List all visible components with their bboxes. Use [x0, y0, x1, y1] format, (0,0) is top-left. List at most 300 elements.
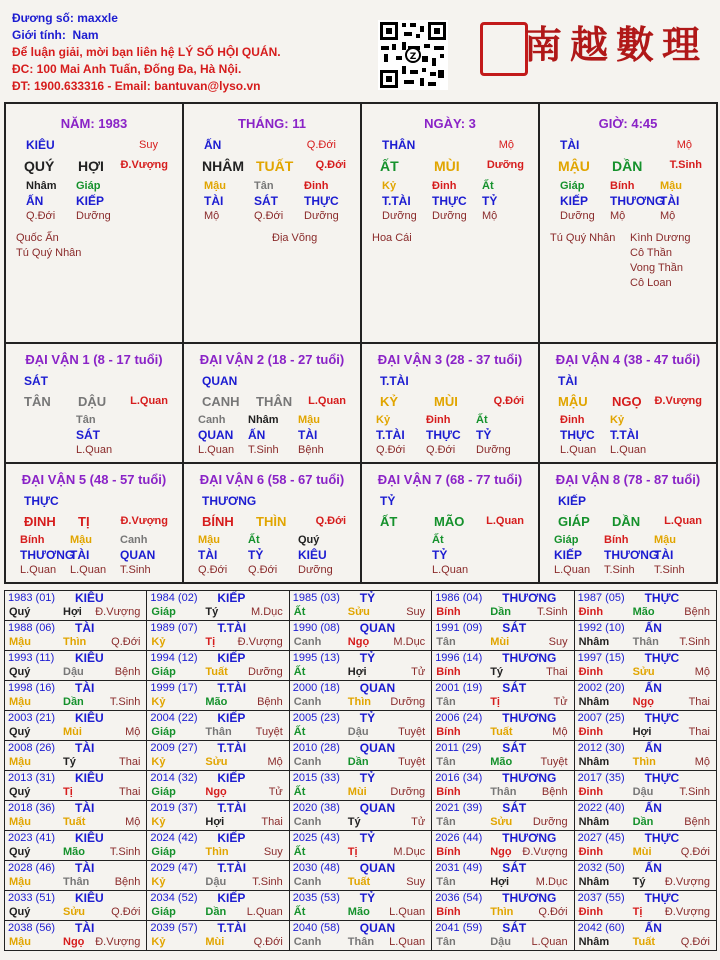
dv-hidden-stem: Quý: [298, 534, 320, 546]
year-branch: Hợi: [632, 726, 652, 738]
dai-van-title: ĐẠI VẬN 8 (78 - 87 tuổi): [555, 472, 701, 487]
year-god: KIÊU: [75, 651, 104, 665]
dv-hidden-stem: Nhâm: [248, 414, 279, 426]
year-label: 2042 (60): [577, 922, 625, 934]
star-item: Kình Dương: [630, 232, 691, 244]
year-branch: Mão: [205, 696, 228, 708]
year-label: 2007 (25): [577, 712, 625, 724]
dv-state: L.Quan: [130, 395, 168, 407]
hidden-god: SÁT: [254, 194, 278, 208]
year-god: KIÊU: [75, 711, 104, 725]
year-god: ẤN: [644, 741, 662, 755]
year-label: 1999 (17): [150, 682, 198, 694]
dv-hidden-state: Dưỡng: [476, 444, 511, 456]
dai-van-cell: [538, 462, 718, 584]
year-state: Tử: [553, 696, 568, 708]
year-stem: Canh: [293, 876, 322, 888]
dv-hidden-stem: Ất: [432, 534, 444, 546]
year-branch: Thân: [490, 786, 517, 798]
dai-van-title: ĐẠI VẬN 3 (28 - 37 tuổi): [377, 352, 523, 367]
year-stem: Canh: [293, 756, 322, 768]
year-label: 2015 (33): [292, 772, 340, 784]
year-branch: Thìn: [63, 636, 87, 648]
year-branch: Thìn: [205, 846, 229, 858]
year-branch: Sửu: [347, 606, 370, 618]
year-branch: Tị: [632, 906, 643, 918]
year-cell: [431, 650, 574, 681]
branch: MÙI: [434, 158, 460, 174]
state: Q.Đới: [315, 159, 346, 171]
owner-label: Đương số:: [12, 11, 74, 25]
year-cell: [574, 920, 717, 951]
year-god: QUAN: [359, 861, 396, 875]
year-label: 2011 (29): [435, 742, 482, 754]
year-state: Suy: [406, 606, 426, 618]
year-label: 2029 (47): [150, 862, 198, 874]
year-state: Q.Đới: [680, 936, 710, 948]
year-state: Tuyệt: [540, 756, 568, 768]
hidden-stem: Mậu: [204, 180, 226, 192]
year-branch: Thân: [347, 936, 375, 948]
year-label: 2019 (37): [150, 802, 198, 814]
year-branch: Dần: [632, 816, 654, 828]
dv-hidden-god: SÁT: [76, 428, 100, 442]
dv-state: L.Quan: [486, 515, 524, 527]
year-god: TÀI: [75, 741, 95, 755]
yearly-table: [4, 590, 716, 958]
year-cell: [574, 890, 717, 921]
stem: MẬU: [558, 158, 590, 174]
star-item: Cô Thần: [630, 247, 672, 259]
year-stem: Nhâm: [578, 696, 610, 708]
star-item: Địa Võng: [272, 232, 318, 244]
year-label: 2004 (22): [150, 712, 198, 724]
year-god: THƯƠNG: [502, 711, 557, 725]
year-branch: Mão: [632, 606, 655, 618]
dai-van-cell: [360, 462, 540, 584]
year-branch: Ngọ: [63, 936, 85, 948]
year-branch: Hợi: [63, 606, 82, 618]
year-branch: Tý: [347, 816, 361, 828]
year-god: TỶ: [359, 831, 376, 845]
year-branch: Tý: [490, 666, 504, 678]
year-stem: Bính: [436, 846, 461, 858]
year-god: TÀI: [75, 921, 95, 935]
year-god: KIẾP: [217, 591, 246, 605]
dv-hidden-stem: Kỷ: [610, 414, 625, 426]
year-branch: Hợi: [347, 666, 367, 678]
dv-hidden-state: L.Quan: [20, 564, 57, 576]
year-god: THỰC: [644, 591, 680, 605]
gender-label: Giới tính:: [12, 28, 66, 42]
dv-hidden-god: TỶ: [248, 548, 264, 562]
year-cell: [574, 860, 717, 891]
year-branch: Dần: [205, 906, 227, 918]
hidden-stem: Bính: [610, 180, 635, 192]
year-god: TÀI: [75, 801, 95, 815]
year-branch: Tị: [205, 636, 216, 648]
year-cell: [4, 650, 147, 681]
year-label: 2012 (30): [577, 742, 625, 754]
year-cell: [4, 620, 147, 651]
year-cell: [289, 740, 432, 771]
year-cell: [146, 800, 289, 831]
year-label: 1996 (14): [435, 652, 483, 664]
year-god: THƯƠNG: [502, 771, 557, 785]
year-state: L.Quan: [389, 936, 426, 948]
dv-stem: ẤT: [380, 514, 398, 529]
year-state: Mộ: [694, 666, 710, 678]
year-label: 2005 (23): [292, 712, 340, 724]
hidden-god: THƯƠNG: [610, 194, 665, 208]
year-label: 2026 (44): [435, 832, 483, 844]
year-branch: Thìn: [490, 906, 514, 918]
year-god: SÁT: [502, 921, 527, 935]
year-label: 2009 (27): [150, 742, 198, 754]
dv-hidden-god: T.TÀI: [610, 428, 639, 442]
dv-state: Đ.Vượng: [120, 515, 168, 527]
year-god: KIẾP: [217, 771, 246, 785]
year-branch: Hợi: [205, 816, 225, 828]
year-god: TÀI: [75, 621, 95, 635]
year-branch: Dậu: [63, 666, 84, 678]
year-cell: [431, 860, 574, 891]
year-label: 2020 (38): [292, 802, 340, 814]
year-cell: [289, 770, 432, 801]
year-branch: Mùi: [632, 846, 652, 858]
year-god: T.TÀI: [217, 921, 247, 935]
year-state: Suy: [406, 876, 426, 888]
year-cell: [574, 830, 717, 861]
dv-god: SÁT: [24, 374, 48, 388]
year-branch: Sửu: [490, 816, 513, 828]
star-item: Vong Thần: [630, 262, 684, 274]
year-branch: Mão: [490, 756, 513, 768]
dv-hidden-stem: Ất: [248, 534, 260, 546]
year-state: Bệnh: [684, 816, 710, 828]
year-state: Tuyệt: [398, 756, 426, 768]
year-stem: Bính: [436, 606, 461, 618]
year-label: 2016 (34): [435, 772, 483, 784]
year-branch: Mùi: [205, 936, 225, 948]
dv-god: THỰC: [24, 494, 59, 508]
year-cell: [289, 680, 432, 711]
year-branch: Tuất: [490, 726, 513, 738]
hidden-stem: Mậu: [660, 180, 682, 192]
year-stem: Kỷ: [151, 816, 166, 828]
year-label: 2002 (20): [577, 682, 625, 694]
dai-van-cell: [182, 342, 362, 464]
year-god: THƯƠNG: [502, 651, 557, 665]
year-state: L.Quan: [246, 906, 283, 918]
year-cell: [4, 800, 147, 831]
year-stem: Ất: [293, 846, 306, 858]
dv-stem: MẬU: [558, 394, 588, 409]
dv-hidden-stem: Mậu: [654, 534, 676, 546]
year-label: 2030 (48): [292, 862, 340, 874]
year-state: Tuyệt: [398, 726, 426, 738]
year-branch: Tị: [490, 696, 500, 708]
year-god: T.TÀI: [217, 621, 247, 635]
year-stem: Quý: [9, 786, 31, 798]
dv-branch: NGỌ: [612, 394, 642, 409]
hidden-god: TỶ: [482, 194, 498, 208]
chart-grid: [4, 102, 716, 582]
year-cell: [431, 680, 574, 711]
pillar-title: GIỜ: 4:45: [598, 116, 658, 131]
dv-hidden-state: L.Quan: [432, 564, 469, 576]
dv-hidden-god: TỶ: [432, 548, 448, 562]
year-label: 1997 (15): [577, 652, 625, 664]
year-state: Dưỡng: [390, 786, 426, 798]
year-cell: [431, 710, 574, 741]
year-god: QUAN: [359, 621, 396, 635]
year-cell: [146, 830, 289, 861]
branch: TUẤT: [256, 158, 294, 174]
dv-hidden-stem: Tân: [76, 414, 96, 426]
year-label: 2022 (40): [577, 802, 625, 814]
year-branch: Thân: [632, 636, 659, 648]
dv-branch: MÃO: [434, 514, 465, 529]
contact-line-2: ĐC: 100 Mai Anh Tuấn, Đống Đa, Hà Nội.: [12, 62, 242, 76]
year-branch: Dần: [347, 756, 369, 768]
year-stem: Canh: [293, 816, 322, 828]
year-state: Đ.Vượng: [237, 636, 283, 648]
year-label: 2032 (50): [577, 862, 625, 874]
year-state: Tuyệt: [255, 726, 283, 738]
year-god: THỰC: [644, 771, 680, 785]
year-stem: Ất: [293, 786, 306, 798]
dai-van-title: ĐẠI VẬN 4 (38 - 47 tuổi): [555, 352, 701, 367]
year-cell: [431, 830, 574, 861]
year-cell: [146, 590, 289, 621]
year-god: KIẾP: [217, 891, 246, 905]
year-label: 2036 (54): [435, 892, 483, 904]
pillar-cell: [4, 102, 184, 344]
dv-hidden-state: T.Sinh: [604, 564, 635, 576]
hidden-god: T.TÀI: [382, 194, 411, 208]
year-state: Suy: [548, 636, 568, 648]
top-god: THÂN: [382, 138, 416, 152]
year-branch: Mùi: [63, 726, 82, 738]
year-label: 2000 (18): [292, 682, 340, 694]
year-stem: Quý: [9, 606, 31, 618]
year-branch: Mùi: [490, 636, 510, 648]
year-state: T.Sinh: [252, 876, 283, 888]
dv-branch: THÌN: [256, 514, 287, 529]
dv-god: KIẾP: [558, 494, 587, 508]
year-state: T.Sinh: [679, 636, 710, 648]
year-stem: Nhâm: [578, 756, 610, 768]
year-stem: Giáp: [151, 906, 176, 918]
hidden-stem: Giáp: [76, 180, 101, 192]
dv-hidden-state: T.Sinh: [120, 564, 151, 576]
year-state: Q.Đới: [253, 936, 283, 948]
year-cell: [4, 680, 147, 711]
year-state: Mộ: [125, 726, 141, 738]
hidden-god: KIẾP: [560, 194, 589, 208]
year-label: 2008 (26): [8, 742, 56, 754]
hidden-stem: Đinh: [432, 180, 457, 192]
dv-god: TÀI: [558, 374, 578, 388]
year-label: 2031 (49): [435, 862, 483, 874]
dv-hidden-state: L.Quan: [560, 444, 597, 456]
year-label: 1995 (13): [292, 652, 340, 664]
year-state: M.Dục: [393, 636, 426, 648]
year-branch: Ngọ: [632, 696, 654, 708]
state: Dưỡng: [486, 159, 524, 171]
year-stem: Tân: [436, 636, 456, 648]
year-label: 2033 (51): [8, 892, 56, 904]
dv-hidden-god: THƯƠNG: [604, 548, 659, 562]
year-god: TÀI: [75, 861, 95, 875]
dv-hidden-state: L.Quan: [554, 564, 591, 576]
dv-hidden-state: Q.Đới: [198, 564, 228, 576]
year-stem: Tân: [436, 756, 456, 768]
year-label: 1988 (06): [8, 622, 56, 634]
year-cell: [4, 590, 147, 621]
year-branch: Thân: [205, 726, 232, 738]
dv-state: Q.Đới: [315, 515, 346, 527]
dv-hidden-stem: Kỷ: [376, 414, 391, 426]
dv-hidden-stem: Canh: [198, 414, 226, 426]
year-state: Suy: [263, 846, 283, 858]
dv-hidden-state: Q.Đới: [248, 564, 278, 576]
year-label: 1992 (10): [577, 622, 625, 634]
year-state: T.Sinh: [109, 846, 141, 858]
dv-god: QUAN: [202, 374, 238, 388]
hidden-state: Dưỡng: [382, 210, 417, 222]
year-label: 2028 (46): [8, 862, 56, 874]
dv-state: L.Quan: [308, 395, 346, 407]
star-item: Cô Loan: [630, 277, 672, 289]
dv-state: Q.Đới: [493, 395, 524, 407]
top-state: Suy: [139, 139, 158, 151]
year-label: 1985 (03): [292, 592, 340, 604]
year-stem: Mậu: [9, 876, 31, 888]
year-god: KIẾP: [217, 651, 246, 665]
year-label: 1989 (07): [150, 622, 198, 634]
dv-hidden-state: L.Quan: [76, 444, 113, 456]
star-item: Quốc Ấn: [16, 232, 59, 244]
hidden-state: Mộ: [482, 210, 498, 222]
brand-text: 南越數理: [524, 22, 709, 67]
hidden-state: Dưỡng: [304, 210, 339, 222]
dv-stem: KỶ: [380, 394, 399, 409]
year-label: 2013 (31): [8, 772, 56, 784]
year-state: Bệnh: [541, 786, 568, 798]
year-cell: [431, 590, 574, 621]
year-cell: [431, 890, 574, 921]
year-stem: Tân: [436, 936, 456, 948]
year-branch: Tý: [63, 756, 76, 768]
year-state: Tử: [411, 816, 426, 828]
dv-stem: GIÁP: [558, 514, 590, 529]
year-label: 1990 (08): [292, 622, 340, 634]
dv-hidden-god: QUAN: [120, 548, 156, 562]
year-branch: Thìn: [632, 756, 656, 768]
year-stem: Ất: [293, 606, 306, 618]
dv-branch: DẦN: [612, 514, 641, 529]
year-god: KIẾP: [217, 831, 246, 845]
dv-hidden-god: TÀI: [70, 548, 90, 562]
star-item: Tú Quý Nhân: [550, 232, 616, 244]
year-stem: Ất: [293, 726, 306, 738]
year-label: 2017 (35): [577, 772, 625, 784]
year-stem: Tân: [436, 696, 456, 708]
dai-van-cell: [4, 342, 184, 464]
year-stem: Mậu: [9, 696, 31, 708]
year-god: KIÊU: [75, 771, 104, 785]
year-label: 1994 (12): [150, 652, 198, 664]
dv-god: THƯƠNG: [202, 494, 257, 508]
dv-hidden-god: KIÊU: [298, 548, 327, 562]
year-cell: [146, 620, 289, 651]
year-branch: Tý: [205, 606, 219, 618]
dv-hidden-stem: Đinh: [560, 414, 585, 426]
dai-van-title: ĐẠI VẬN 1 (8 - 17 tuổi): [25, 352, 163, 367]
year-cell: [146, 770, 289, 801]
year-stem: Kỷ: [151, 876, 166, 888]
dv-branch: THÂN: [256, 394, 293, 409]
hidden-god: THỰC: [432, 194, 467, 208]
brand-logo: [480, 8, 712, 70]
year-state: Đ.Vượng: [95, 936, 141, 948]
pillar-title: NGÀY: 3: [424, 116, 476, 131]
year-state: Đ.Vượng: [95, 606, 141, 618]
year-stem: Canh: [293, 696, 322, 708]
year-god: QUAN: [359, 741, 396, 755]
qr-code-icon[interactable]: [378, 20, 448, 90]
year-state: T.Sinh: [679, 786, 710, 798]
year-god: TỶ: [359, 711, 376, 725]
hidden-stem: Kỷ: [382, 180, 397, 192]
year-cell: [289, 830, 432, 861]
year-branch: Tuất: [205, 666, 228, 678]
year-stem: Canh: [293, 636, 322, 648]
dv-hidden-state: Q.Đới: [426, 444, 456, 456]
year-cell: [574, 770, 717, 801]
year-branch: Tị: [63, 786, 73, 798]
hidden-stem: Tân: [254, 180, 274, 192]
year-label: 2023 (41): [8, 832, 56, 844]
year-cell: [289, 620, 432, 651]
year-cell: [431, 770, 574, 801]
year-state: Đ.Vượng: [522, 846, 568, 858]
year-state: Q.Đới: [680, 846, 710, 858]
pillar-title: THÁNG: 11: [238, 116, 306, 131]
year-cell: [4, 890, 147, 921]
year-cell: [146, 920, 289, 951]
year-cell: [574, 710, 717, 741]
dv-hidden-state: Dưỡng: [298, 564, 333, 576]
contact-line-1: Để luận giải, mời bạn liên hệ LÝ SỐ HỘI QUÁN.: [12, 45, 281, 59]
dv-hidden-stem: Đinh: [426, 414, 451, 426]
dv-hidden-state: L.Quan: [198, 444, 235, 456]
year-label: 2018 (36): [8, 802, 56, 814]
pillar-cell: [360, 102, 540, 344]
year-stem: Giáp: [151, 846, 176, 858]
year-state: Bệnh: [114, 666, 141, 678]
year-god: T.TÀI: [217, 741, 247, 755]
year-state: Đ.Vượng: [664, 906, 710, 918]
year-cell: [289, 860, 432, 891]
year-state: Thai: [688, 726, 710, 738]
year-state: Dưỡng: [248, 666, 283, 678]
year-stem: Quý: [9, 726, 31, 738]
year-branch: Ngọ: [205, 786, 227, 798]
dv-hidden-god: ẤN: [248, 428, 266, 442]
